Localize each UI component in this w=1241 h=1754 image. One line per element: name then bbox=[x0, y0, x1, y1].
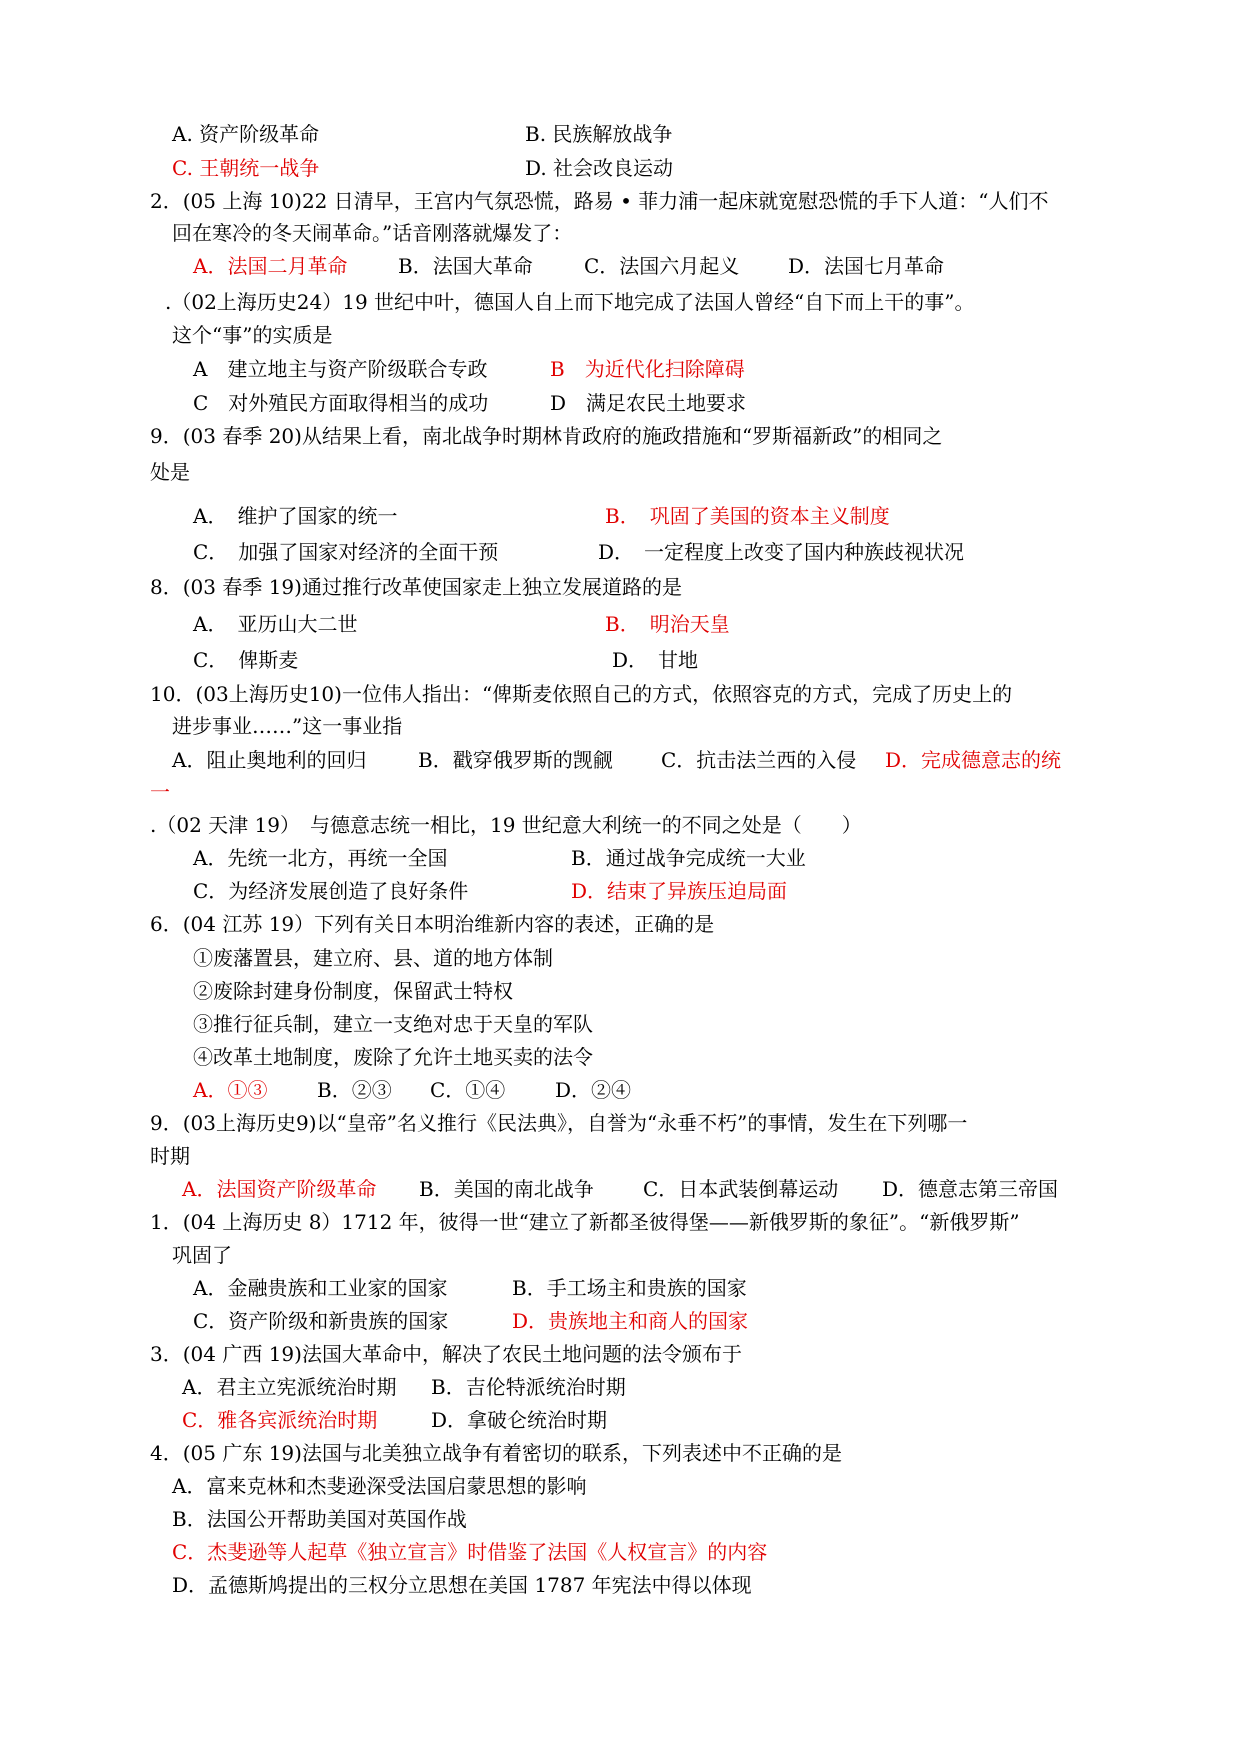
text-line bbox=[193, 1276, 1100, 1300]
text-line bbox=[172, 1243, 1100, 1267]
text-line bbox=[172, 748, 1100, 772]
text-segment: 回在寒冷的冬天闹革命。”话音刚落就爆发了： bbox=[172, 221, 573, 245]
text-line bbox=[193, 357, 1100, 381]
text-segment: B．法国大革命 bbox=[398, 254, 533, 278]
text-line bbox=[150, 1144, 1100, 1168]
text-segment: 10．(03上海历史10)一位伟人指出：“俾斯麦依照自己的方式，依照容克的方式，完成了历史上的 bbox=[150, 682, 1013, 706]
text-segment: D． 一定程度上改变了国内种族歧视状况 bbox=[598, 540, 965, 564]
text-segment: ②废除封建身份制度，保留武士特权 bbox=[193, 979, 513, 1003]
answer-option: D．结束了异族压迫局面 bbox=[571, 879, 788, 903]
text-line bbox=[150, 813, 1100, 837]
text-segment: C． 俾斯麦 bbox=[193, 648, 299, 672]
text-line bbox=[172, 156, 1100, 180]
text-segment: 8．(03 春季 19)通过推行改革使国家走上独立发展道路的是 bbox=[150, 575, 682, 599]
text-segment: 这个“事”的实质是 bbox=[172, 323, 333, 347]
text-segment: B．手工场主和贵族的国家 bbox=[512, 1276, 747, 1300]
text-line bbox=[150, 1111, 1100, 1135]
text-line bbox=[172, 1540, 1100, 1564]
text-line bbox=[150, 1210, 1100, 1234]
text-segment: D． 甘地 bbox=[612, 648, 699, 672]
text-segment: B．②③ bbox=[317, 1078, 392, 1102]
text-segment: D．法国七月革命 bbox=[788, 254, 945, 278]
text-segment: 1．(04 上海历史 8）1712 年，彼得一世“建立了新都圣彼得堡——新俄罗斯的象征”。“新俄罗斯” bbox=[150, 1210, 1020, 1234]
text-line bbox=[193, 1045, 1100, 1069]
answer-option: B． 巩固了美国的资本主义制度 bbox=[605, 504, 890, 528]
text-segment: ④改革土地制度，废除了允许土地买卖的法令 bbox=[193, 1045, 593, 1069]
text-line bbox=[193, 612, 1100, 636]
text-line bbox=[150, 1441, 1100, 1465]
text-segment: A．先统一北方，再统一全国 bbox=[193, 846, 448, 870]
text-segment: 4．(05 广东 19)法国与北美独立战争有着密切的联系，下列表述中不正确的是 bbox=[150, 1441, 842, 1465]
text-segment: D. 社会改良运动 bbox=[525, 156, 674, 180]
answer-option: D．贵族地主和商人的国家 bbox=[512, 1309, 749, 1333]
text-line bbox=[172, 221, 1100, 245]
answer-option: 一 bbox=[150, 780, 170, 804]
text-line bbox=[150, 780, 1100, 804]
text-line bbox=[172, 323, 1100, 347]
text-segment: C．抗击法兰西的入侵 bbox=[661, 748, 857, 772]
text-line bbox=[193, 504, 1100, 528]
text-line bbox=[193, 1012, 1100, 1036]
text-line bbox=[193, 648, 1100, 672]
text-segment: D 满足农民土地要求 bbox=[550, 391, 747, 415]
text-segment: A． 亚历山大二世 bbox=[193, 612, 358, 636]
text-line bbox=[172, 1474, 1100, 1498]
answer-option: D．完成德意志的统 bbox=[885, 748, 1062, 772]
text-segment: A．君主立宪派统治时期 bbox=[182, 1375, 397, 1399]
text-segment: B．戳穿俄罗斯的觊觎 bbox=[418, 748, 613, 772]
text-segment: C．法国六月起义 bbox=[584, 254, 740, 278]
text-segment: 3．(04 广西 19)法国大革命中，解决了农民土地问题的法令颁布于 bbox=[150, 1342, 742, 1366]
text-segment: B．吉伦特派统治时期 bbox=[431, 1375, 626, 1399]
text-segment: 处是 bbox=[150, 460, 190, 484]
text-segment: 9．(03 春季 20)从结果上看，南北战争时期林肯政府的施政措施和“罗斯福新政”的相同之 bbox=[150, 424, 943, 448]
text-segment: .（02上海历史24）19 世纪中叶，德国人自上而下地完成了法国人曾经“自下而上干的事”。 bbox=[165, 290, 975, 314]
text-line bbox=[150, 424, 1100, 448]
text-segment: C．日本武装倒幕运动 bbox=[643, 1177, 839, 1201]
text-segment: C．为经济发展创造了良好条件 bbox=[193, 879, 469, 903]
answer-option: A．法国二月革命 bbox=[193, 254, 348, 278]
answer-option: A．①③ bbox=[193, 1078, 268, 1102]
text-line bbox=[193, 879, 1100, 903]
answer-option: A．法国资产阶级革命 bbox=[182, 1177, 377, 1201]
text-segment: 进步事业……”这一事业指 bbox=[172, 714, 403, 738]
text-line bbox=[193, 946, 1100, 970]
text-segment: B. 民族解放战争 bbox=[525, 122, 673, 146]
answer-option: B． 明治天皇 bbox=[605, 612, 730, 636]
answer-option: C．杰斐逊等人起草《独立宣言》时借鉴了法国《人权宣言》的内容 bbox=[172, 1540, 768, 1564]
text-line bbox=[172, 1507, 1100, 1531]
text-line bbox=[150, 912, 1100, 936]
text-segment: .（02 天津 19） 与德意志统一相比，19 世纪意大利统一的不同之处是（ ） bbox=[150, 813, 862, 837]
text-line bbox=[172, 122, 1100, 146]
text-line bbox=[193, 540, 1100, 564]
text-segment: 时期 bbox=[150, 1144, 190, 1168]
text-line bbox=[150, 682, 1100, 706]
text-segment: A．富来克林和杰斐逊深受法国启蒙思想的影响 bbox=[172, 1474, 587, 1498]
text-segment: D．德意志第三帝国 bbox=[882, 1177, 1059, 1201]
text-line bbox=[193, 391, 1100, 415]
text-segment: A．阻止奥地利的回归 bbox=[172, 748, 367, 772]
text-segment: C． 加强了国家对经济的全面干预 bbox=[193, 540, 499, 564]
text-line bbox=[193, 979, 1100, 1003]
text-segment: D．②④ bbox=[555, 1078, 632, 1102]
text-segment: B．法国公开帮助美国对英国作战 bbox=[172, 1507, 467, 1531]
answer-option: C．雅各宾派统治时期 bbox=[182, 1408, 378, 1432]
text-line bbox=[193, 846, 1100, 870]
text-segment: C．①④ bbox=[430, 1078, 506, 1102]
text-line bbox=[150, 460, 1100, 484]
text-segment: 巩固了 bbox=[172, 1243, 232, 1267]
text-segment: 9．(03上海历史9)以“皇帝”名义推行《民法典》，自誉为“永垂不朽”的事情，发生在下列哪一 bbox=[150, 1111, 968, 1135]
text-line bbox=[182, 1408, 1100, 1432]
text-line bbox=[172, 714, 1100, 738]
text-segment: A. 资产阶级革命 bbox=[172, 122, 320, 146]
text-line bbox=[150, 575, 1100, 599]
text-segment: C 对外殖民方面取得相当的成功 bbox=[193, 391, 489, 415]
text-segment: ③推行征兵制，建立一支绝对忠于天皇的军队 bbox=[193, 1012, 593, 1036]
answer-option: C. 王朝统一战争 bbox=[172, 156, 320, 180]
text-segment: A． 维护了国家的统一 bbox=[193, 504, 398, 528]
answer-option: B 为近代化扫除障碍 bbox=[550, 357, 745, 381]
text-segment: C．资产阶级和新贵族的国家 bbox=[193, 1309, 449, 1333]
text-line bbox=[182, 1177, 1100, 1201]
text-segment: B．美国的南北战争 bbox=[419, 1177, 594, 1201]
text-segment: B．通过战争完成统一大业 bbox=[571, 846, 806, 870]
text-segment: 6．(04 江苏 19）下列有关日本明治维新内容的表述，正确的是 bbox=[150, 912, 715, 936]
text-line bbox=[182, 1375, 1100, 1399]
text-segment: D．孟德斯鸠提出的三权分立思想在美国 1787 年宪法中得以体现 bbox=[172, 1573, 752, 1597]
text-line bbox=[165, 290, 1100, 314]
text-segment: A．金融贵族和工业家的国家 bbox=[193, 1276, 448, 1300]
text-line bbox=[172, 1573, 1100, 1597]
text-line bbox=[150, 189, 1100, 213]
text-segment: ①废藩置县，建立府、县、道的地方体制 bbox=[193, 946, 553, 970]
text-segment: A 建立地主与资产阶级联合专政 bbox=[193, 357, 488, 381]
text-line bbox=[193, 1309, 1100, 1333]
text-segment: 2．(05 上海 10)22 日清早，王宫内气氛恐慌，路易 • 菲力浦一起床就宽慰恐慌的手下人道：“人们不 bbox=[150, 189, 1049, 213]
text-segment: D．拿破仑统治时期 bbox=[431, 1408, 608, 1432]
text-line bbox=[193, 1078, 1100, 1102]
text-line bbox=[193, 254, 1100, 278]
text-line bbox=[150, 1342, 1100, 1366]
